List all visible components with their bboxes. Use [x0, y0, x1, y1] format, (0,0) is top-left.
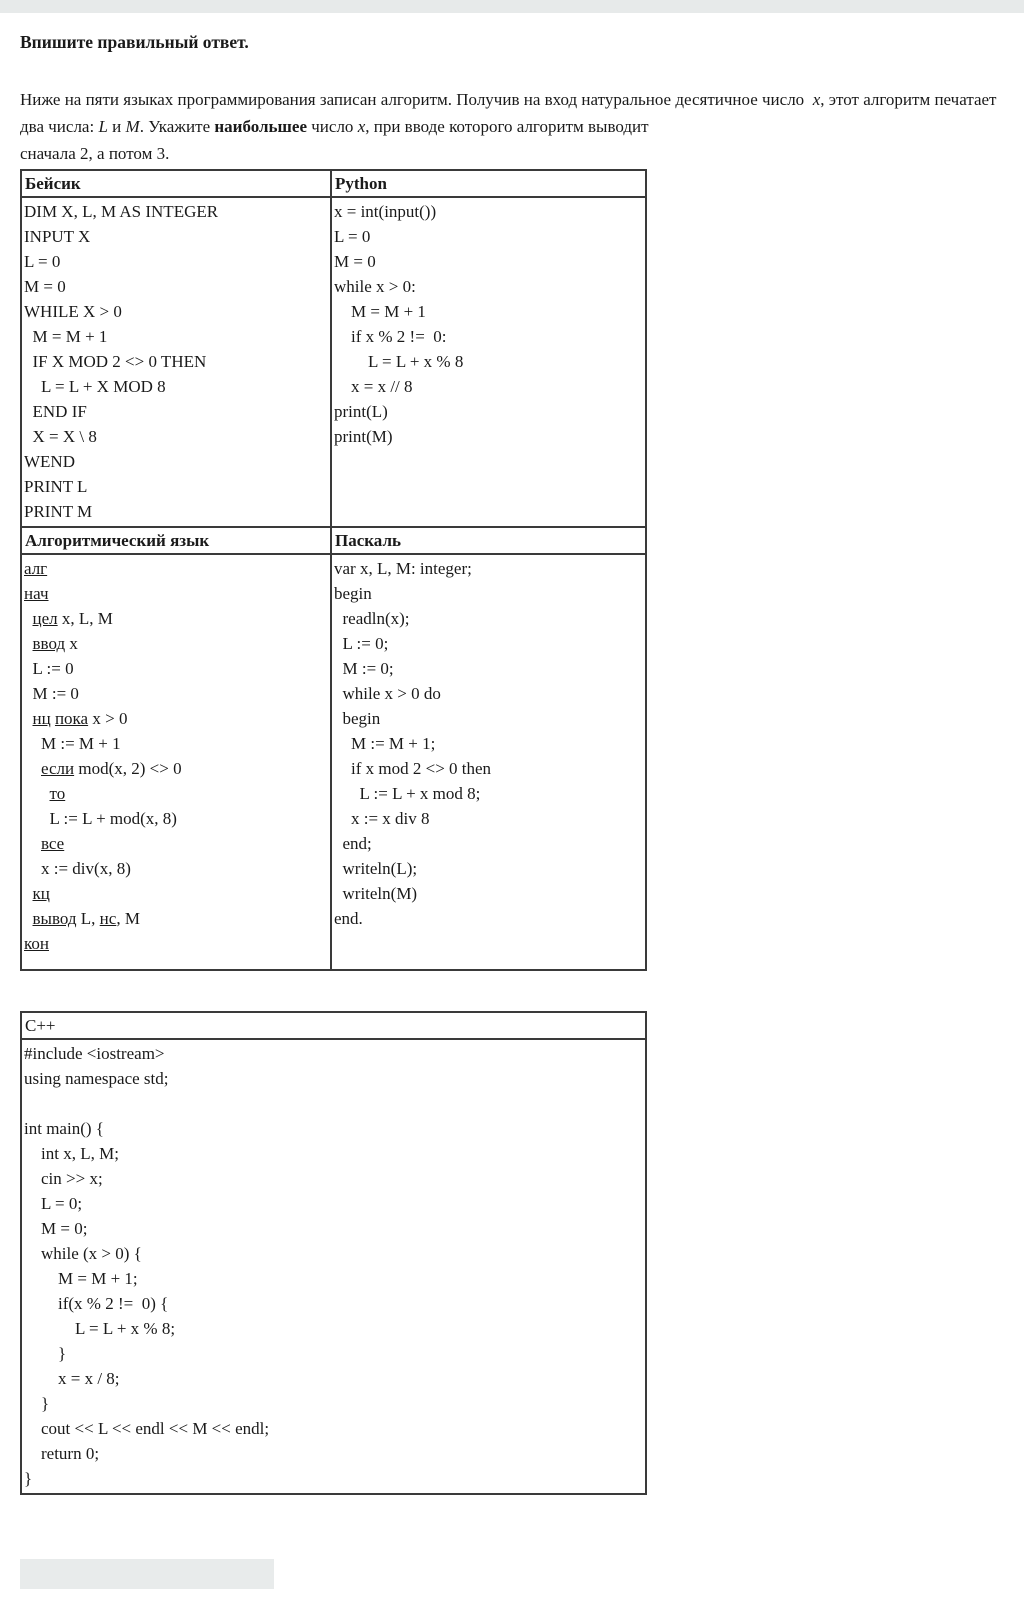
algorithms-table [20, 169, 647, 971]
lang-header-pascal: Паскаль [331, 527, 646, 554]
python-code: x = int(input()) L = 0 M = 0 while x > 0: M = M + 1 if x % 2 != 0: L = L + x % 8 x = x // 8 print(L) print(M) [334, 202, 464, 446]
basic-code: DIM X, L, M AS INTEGER INPUT X L = 0 M = 0 WHILE X > 0 M = M + 1 IF X MOD 2 <> 0 THEN L = L + X MOD 8 END IF X = X \ 8 WEND PRINT L PRINT M [24, 202, 219, 521]
top-gray-bar [0, 0, 1024, 13]
table-row [21, 527, 646, 554]
cpp-table [20, 1011, 647, 1495]
table-row [21, 554, 646, 970]
pascal-code-cell [331, 554, 646, 970]
cpp-code-cell [21, 1039, 646, 1494]
algorithmic-code-cell [21, 554, 331, 970]
page-title: Впишите правильный ответ. [20, 32, 249, 52]
table-row [21, 197, 646, 527]
algorithmic-code: алг нач цел x, L, M ввод x L := 0 M := 0 нц пока x > 0 M := M + 1 если mod(x, 2) <> 0 то L := L + mod(x, 8) все x := div(x, 8) кц вывод L, нс, M кон [24, 559, 182, 953]
table-row [21, 1039, 646, 1494]
cpp-code: #include <iostream> using namespace std; int main() { int x, L, M; cin >> x; L = 0; M = 0; while (x > 0) { M = M + 1; if(x % 2 != 0) { L = L + x % 8; } x = x / 8; } cout << L << endl << M << endl; return 0; } [24, 1044, 270, 1488]
basic-code-cell [21, 197, 331, 527]
table-row [21, 170, 646, 197]
lang-header-basic: Бейсик [21, 170, 331, 197]
task-statement: Ниже на пяти языках программирования записан алгоритм. Получив на вход натуральное десятичное число x, этот алгоритм печатает два числа: L и M. Укажите наибольшее число x, при вводе которого алгоритм выводит сначала 2, а потом 3. [20, 90, 1001, 163]
lang-header-algorithmic: Алгоритмический язык [21, 527, 331, 554]
table-row [21, 1012, 646, 1039]
answer-input[interactable] [20, 1559, 274, 1589]
lang-header-cpp: C++ [21, 1012, 646, 1039]
pascal-code: var x, L, M: integer; begin readln(x); L := 0; M := 0; while x > 0 do begin M := M + 1; if x mod 2 <> 0 then L := L + x mod 8; x := x div 8 end; writeln(L); writeln(M) end. [334, 559, 492, 928]
python-code-cell [331, 197, 646, 527]
lang-header-python: Python [331, 170, 646, 197]
page-content [0, 29, 1024, 1589]
